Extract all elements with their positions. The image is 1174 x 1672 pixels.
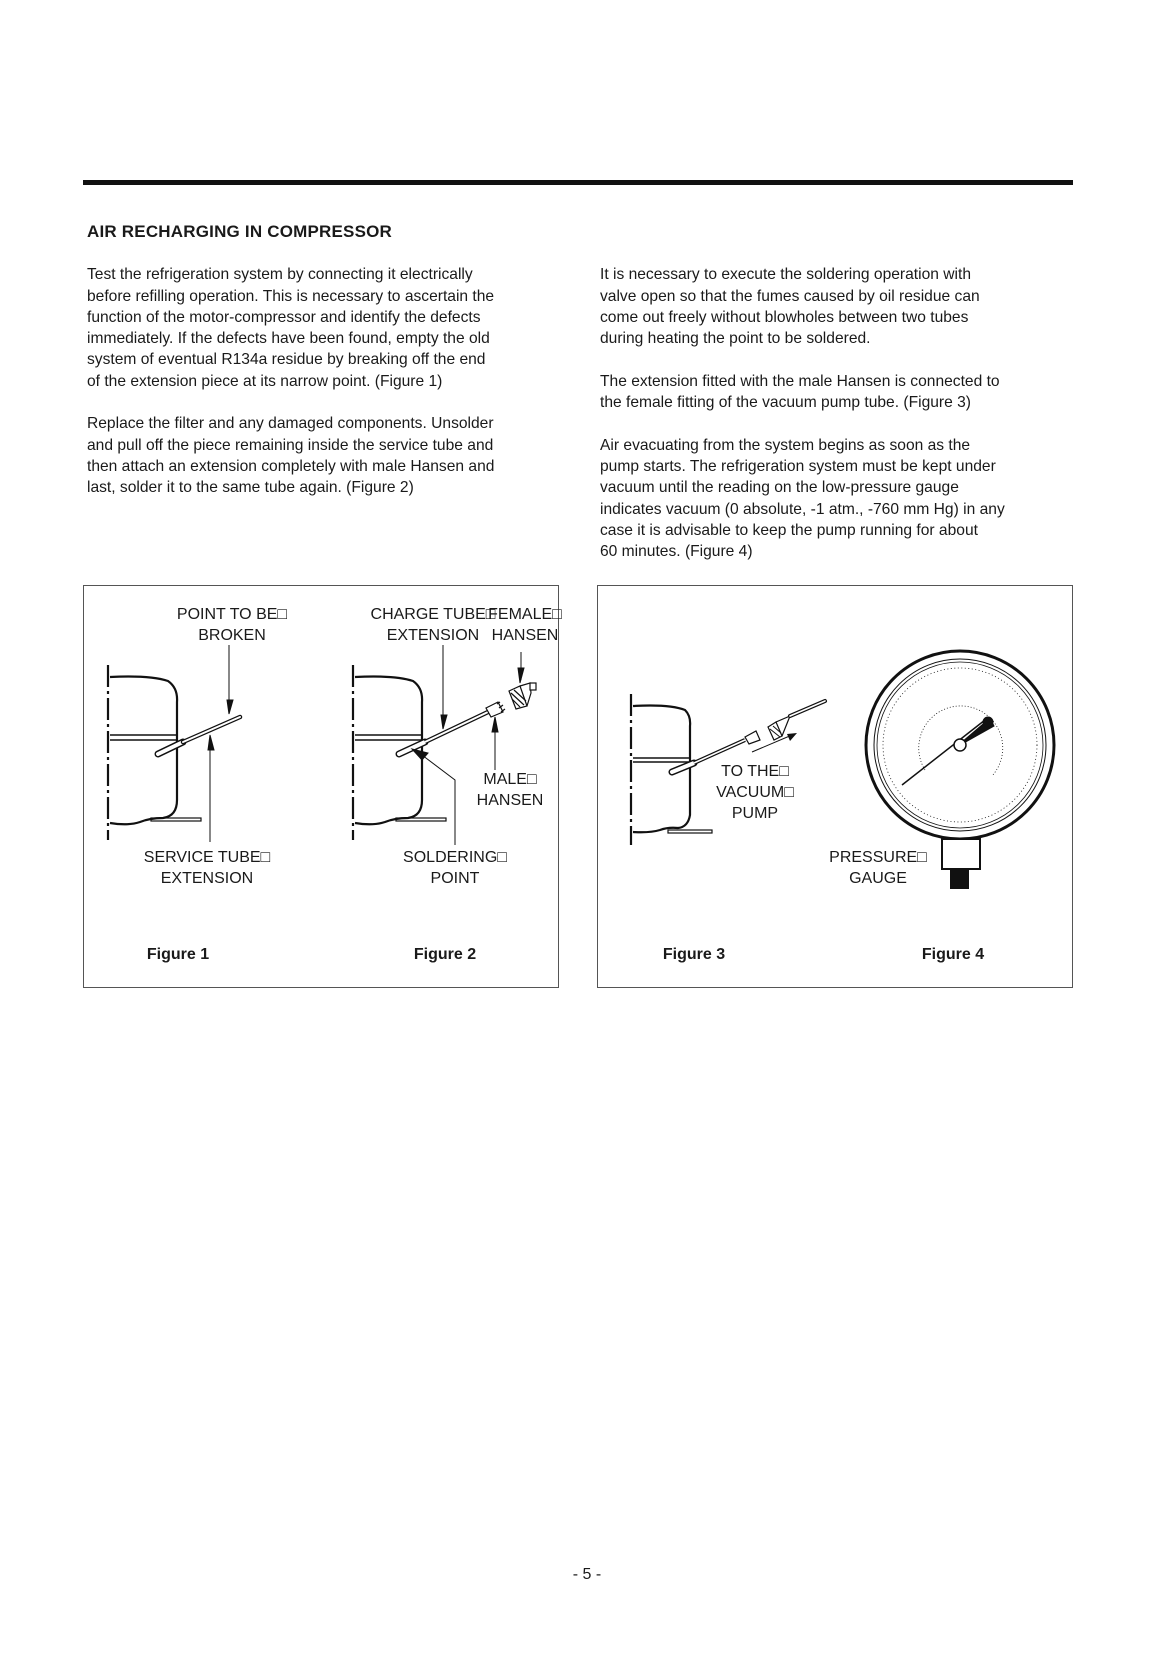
label-line: FEMALE□ xyxy=(488,606,562,623)
figure-3-caption: Figure 3 xyxy=(662,946,726,963)
figure-2-caption: Figure 2 xyxy=(413,946,477,963)
page-number: - 5 - xyxy=(572,1566,602,1583)
label-soldering-point xyxy=(403,847,507,889)
paragraph: Air evacuating from the system begins as soon as the pump starts. The refrigeration system must be kept under vacuum until the reading on the low-pressure gauge indicates vacuum (0 absolute, -1 atm., -760 mm Hg) in any case it is advisable to keep the pump running for about 60 minutes. (Figure 4) xyxy=(600,436,1005,561)
figure-1-caption: Figure 1 xyxy=(146,946,210,963)
label-line: MALE□ xyxy=(483,771,537,788)
paragraph: It is necessary to execute the soldering operation with valve open so that the fumes caused by oil residue can come out freely without blowholes between two tubes during heating the point to be soldered. xyxy=(600,266,980,348)
paragraph: Test the refrigeration system by connecting it electrically before refilling operation. This is necessary to ascertain the function of the motor-compressor and identify the defects immediately. If the defects have been found, empty the old system of eventual R134a residue by breaking off the end of the extension piece at its narrow point. (Figure 1) xyxy=(87,266,495,390)
header-rule xyxy=(83,180,1073,185)
label-line: PUMP xyxy=(731,805,779,822)
label-female-hansen xyxy=(488,604,562,646)
label-line: HANSEN xyxy=(476,792,544,809)
figure-4-caption: Figure 4 xyxy=(921,946,985,963)
label-line: PRESSURE□ xyxy=(829,849,927,866)
paragraph: The extension fitted with the male Hansen is connected to the female fitting of the vacuum pump tube. (Figure 3) xyxy=(600,372,1000,412)
right-column xyxy=(600,243,1080,584)
section-heading: AIR RECHARGING IN COMPRESSOR xyxy=(87,222,393,241)
label-line: POINT xyxy=(430,870,480,887)
label-line: POINT TO BE□ xyxy=(176,606,288,623)
label-line: BROKEN xyxy=(198,627,266,644)
figure-box-3-4 xyxy=(597,585,1073,988)
label-point-to-be-broken xyxy=(177,604,287,646)
label-charge-tube-extension xyxy=(371,604,496,646)
label-line: HANSEN xyxy=(491,627,559,644)
label-pressure-gauge xyxy=(829,847,927,889)
left-column xyxy=(87,243,547,520)
label-line: CHARGE TUBE□ xyxy=(370,606,496,623)
label-line: VACUUM□ xyxy=(716,784,794,801)
label-male-hansen xyxy=(477,769,544,811)
label-line: GAUGE xyxy=(849,870,907,887)
label-line: EXTENSION xyxy=(160,870,254,887)
paragraph: Replace the filter and any damaged components. Unsolder and pull off the piece remaining inside the service tube and then attach an extension completely with male Hansen and last, solder it to the same tube again. (Figure 2) xyxy=(87,415,495,497)
label-service-tube-extension xyxy=(144,847,270,889)
label-to-vacuum-pump xyxy=(716,761,794,824)
label-line: SERVICE TUBE□ xyxy=(143,849,271,866)
label-line: TO THE□ xyxy=(721,763,789,780)
label-line: EXTENSION xyxy=(386,627,480,644)
label-line: SOLDERING□ xyxy=(403,849,507,866)
